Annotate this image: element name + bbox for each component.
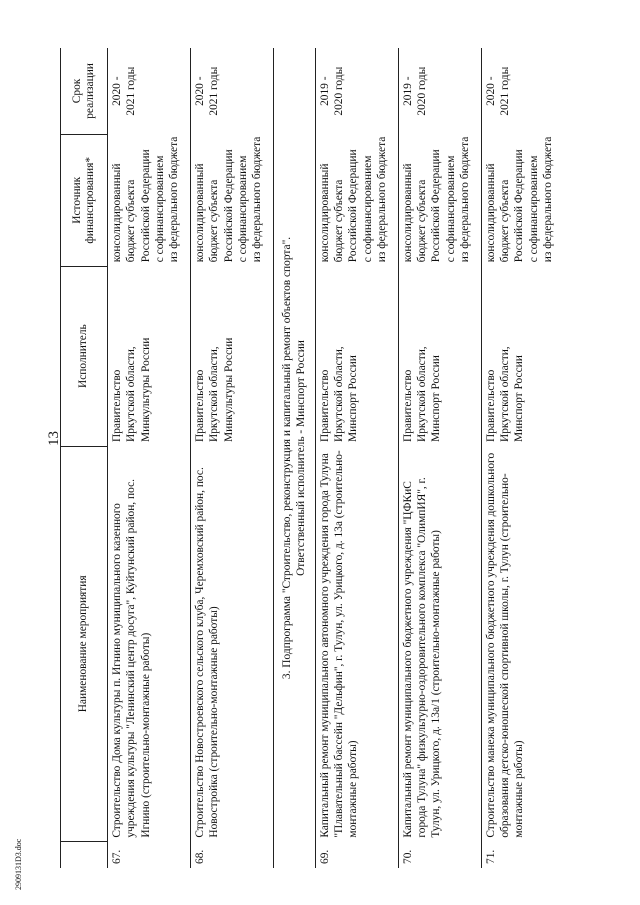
row-source-line: консолидированный [111,163,123,263]
row-number: 71. [481,842,564,868]
row-executor-line: Иркутской области, [125,346,138,443]
row-source-line: из федерального бюджета [376,136,389,263]
footer-filename: 2909131D3.doc [14,838,23,890]
row-executor [191,266,274,446]
row-source-line: с софинансированием [444,155,457,263]
measures-table [60,48,564,868]
row-source-line: бюджет субъекта [499,179,512,263]
row-executor-line: Минспорт России [513,355,526,443]
table-row [191,48,274,868]
row-period-line: 2020 годы [333,66,346,116]
row-source-line: с софинансированием [527,155,540,263]
row-executor [315,266,398,446]
row-period-line: 2021 годы [499,66,512,116]
row-period [481,48,564,134]
row-executor-line: Минспорт России [430,355,443,443]
row-name: Капитальный ремонт муниципального автономного учреждения города Тулуна "Плавательный бассейн "Дельфин", г. Тулун, ул. Урицкого, д. 13а (строительно-монтажные работы) [315,446,398,842]
row-executor-line: Правительство [318,369,331,443]
header-period: Срок реализации [61,48,108,134]
row-source-line: из федерального бюджета [251,136,264,263]
row-executor-line: Минкультуры России [222,337,235,443]
row-source-line: Российской Федерации [347,149,360,263]
row-name: Строительство манежа муниципального бюджетного учреждения дошкольного образования детско-юношеской спортивной школы, г. Тулун (строительно-монтажные работы) [481,446,564,842]
row-source-line: из федерального бюджета [168,136,181,263]
table-row [108,48,191,868]
row-executor-line: Правительство [401,369,414,443]
row-source-line: из федерального бюджета [542,136,555,263]
row-source-line: консолидированный [318,163,331,263]
row-executor-line: Иркутской области, [499,346,512,443]
row-number: 68. [191,842,274,868]
row-executor-line: Иркутской области, [416,346,429,443]
row-executor-line: Правительство [484,369,497,443]
row-executor-line: Минспорт России [347,355,360,443]
section-responsible: Ответственный исполнитель - Минспорт России [295,340,308,576]
row-source [315,134,398,266]
row-source-line: консолидированный [194,163,206,263]
row-source-line: бюджет субъекта [416,179,429,263]
row-source [191,134,274,266]
row-period [398,48,481,134]
row-executor-line: Правительство [111,369,123,443]
table-row [315,48,398,868]
header-name: Наименование мероприятия [61,446,108,842]
row-executor-line: Минкультуры России [139,337,152,443]
row-number: 70. [398,842,481,868]
table-row [398,48,481,868]
measures-table-page [60,48,555,868]
row-source-line: с софинансированием [361,155,374,263]
header-source: Источник финансирования* [61,134,108,266]
table-header-row [61,48,108,868]
section-body [274,48,316,868]
row-period [191,48,274,134]
row-source-line: с софинансированием [154,155,167,263]
row-period-line: 2021 годы [208,66,221,116]
row-executor [481,266,564,446]
row-source-line: с софинансированием [237,155,250,263]
row-source-line: Российской Федерации [513,149,526,263]
row-executor [108,266,191,446]
row-number: 69. [315,842,398,868]
table-body-after [315,48,564,868]
row-period-line: 2020 - [111,76,123,106]
row-source [108,134,191,266]
row-name: Строительство Новостроевского сельского клуба, Черемховский район, пос. Новостройка (строительно-монтажные работы) [191,446,274,842]
row-source [398,134,481,266]
section-heading [274,48,316,868]
row-period-line: 2020 годы [416,66,429,116]
row-name: Капитальный ремонт муниципального бюджетного учреждения "ЦФКиС города Тулуна" физкультурно-оздоровительного комплекса "ОлимпИЯ", г. Тулун, ул. Урицкого, д. 13а/1 (строительно-монтажные работы) [398,446,481,842]
row-period [108,48,191,134]
section-title: 3. Подпрограмма "Строительство, реконструкция и капитальный ремонт объектов спорта". [281,236,293,680]
row-source [481,134,564,266]
table-row [481,48,564,868]
page-number: 13 [46,431,62,446]
row-period [315,48,398,134]
row-period-line: 2019 - [401,76,414,106]
row-source-line: бюджет субъекта [125,179,138,263]
header-number [61,842,108,868]
row-period-line: 2021 годы [125,66,138,116]
row-period-line: 2020 - [194,76,206,106]
row-executor-line: Правительство [194,369,206,443]
row-source-line: бюджет субъекта [208,179,221,263]
row-executor-line: Иркутской области, [208,346,221,443]
row-number: 67. [108,842,191,868]
row-source-line: из федерального бюджета [459,136,472,263]
table-body-before [108,48,274,868]
row-executor-line: Иркутской области, [333,346,346,443]
row-source-line: Российской Федерации [222,149,235,263]
row-executor [398,266,481,446]
row-source-line: консолидированный [401,163,414,263]
row-source-line: Российской Федерации [139,149,152,263]
row-source-line: консолидированный [484,163,497,263]
header-executor: Исполнитель [61,266,108,446]
row-source-line: Российской Федерации [430,149,443,263]
row-source-line: бюджет субъекта [333,179,346,263]
row-name: Строительство Дома культуры п. Игнино муниципального казенного учреждения культуры "Ленинский центр досуга", Куйтунский район, пос. Игнино (строительно-монтажные работы) [108,446,191,842]
section-row [274,48,316,868]
row-period-line: 2020 - [484,76,497,106]
row-period-line: 2019 - [318,76,331,106]
